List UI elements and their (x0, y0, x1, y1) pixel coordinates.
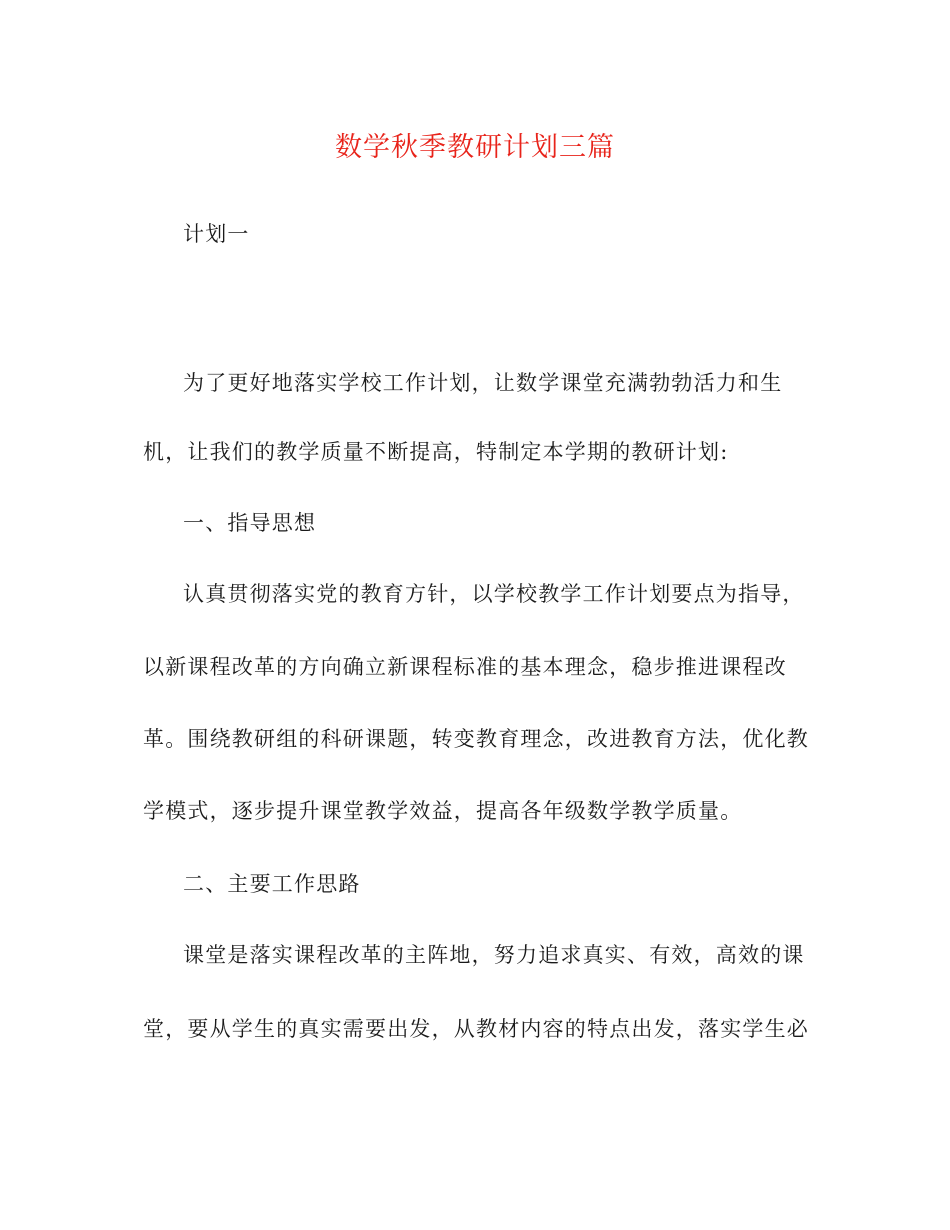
paragraph-line: 认真贯彻落实党的教育方针，以学校教学工作计划要点为指导， (183, 582, 805, 606)
paragraph-line: 堂，要从学生的真实需要出发，从教材内容的特点出发，落实学生必 (143, 1017, 809, 1041)
section-label: 计划一 (183, 222, 250, 246)
section-heading: 一、指导思想 (183, 511, 317, 535)
paragraph-line: 课堂是落实课程改革的主阵地，努力追求真实、有效，高效的课 (183, 943, 805, 967)
paragraph-line: 机，让我们的教学质量不断提高，特制定本学期的教研计划: (143, 440, 729, 464)
paragraph-line: 革。围绕教研组的科研课题，转变教育理念，改进教育方法，优化教 (143, 727, 809, 751)
page-title: 数学秋季教研计划三篇 (335, 132, 615, 163)
section-heading: 二、主要工作思路 (183, 872, 361, 896)
paragraph-line: 学模式，逐步提升课堂教学效益，提高各年级数学教学质量。 (143, 799, 743, 823)
paragraph-line: 以新课程改革的方向确立新课程标准的基本理念，稳步推进课程改 (143, 655, 787, 679)
paragraph-line: 为了更好地落实学校工作计划，让数学课堂充满勃勃活力和生 (183, 371, 783, 395)
